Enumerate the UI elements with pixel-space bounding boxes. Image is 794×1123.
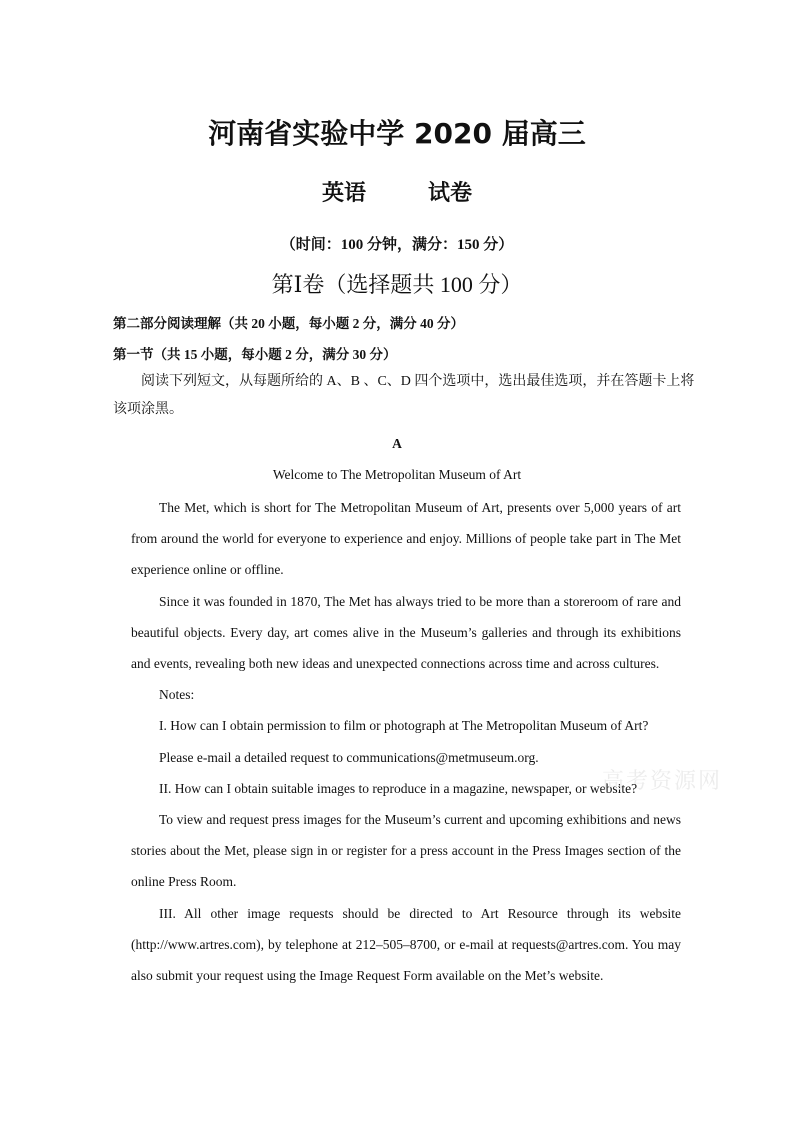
question-3: III. All other image requests should be directed to Art Resource through its website (http://www.artres.com), by telephone at 212–505–8700, or e-mail at requests@artres.com. You may also submit your request using the Image Request Form available on the Met’s website. — [131, 905, 681, 984]
paragraph-intro: The Met, which is short for The Metropolitan Museum of Art, presents over 5,000 years of art from around the world for everyone to experience and enjoy. Millions of people take part in The Met experience online or offline. — [131, 500, 681, 578]
watermark: 高考资源网 — [602, 769, 723, 794]
answer-1: Please e-mail a detailed request to communications@metmuseum.org. — [159, 749, 539, 765]
subject-name: 英语 — [321, 181, 366, 206]
question-2: II. How can I obtain suitable images to reproduce in a magazine, newspaper, or website? — [159, 780, 638, 796]
time-info: （时间：100 分钟，满分：150 分） — [280, 237, 514, 253]
instructions: 阅读下列短文，从每题所给的 A、B 、C、D 四个选项中，选出最佳选项，并在答题卡上将该项涂黑。 — [113, 374, 695, 417]
answer-2: To view and request press images for the Museum’s current and upcoming exhibitions and news stories about the Met, please sign in or register for a press account in the Press Images section of the online Press Room. — [131, 812, 681, 890]
volume-title: 第Ⅰ卷（选择题共 100 分） — [271, 272, 523, 297]
section-heading: 第一节（共 15 小题，每小题 2 分，满分 30 分） — [113, 347, 397, 362]
notes-label: Notes: — [159, 687, 195, 703]
exam-title: 河南省实验中学 2020 届高三 — [208, 117, 586, 150]
passage-body — [131, 492, 681, 991]
part-heading: 第二部分阅读理解（共 20 小题，每小题 2 分，满分 40 分） — [113, 316, 464, 331]
passage-label: A — [392, 436, 402, 451]
paragraph-history: Since it was founded in 1870, The Met has always tried to be more than a storeroom of rare and beautiful objects. Every day, art comes alive in the Museum’s galleries and through its exhibitions and events, revealing both new ideas and unexpected connections across time and across cultures. — [131, 593, 681, 672]
question-1: I. How can I obtain permission to film or photograph at The Metropolitan Museum of Art? — [159, 718, 649, 734]
passage-title: Welcome to The Metropolitan Museum of Art — [272, 467, 522, 482]
subject-line — [0, 176, 794, 207]
paper-label: 试卷 — [428, 181, 473, 206]
